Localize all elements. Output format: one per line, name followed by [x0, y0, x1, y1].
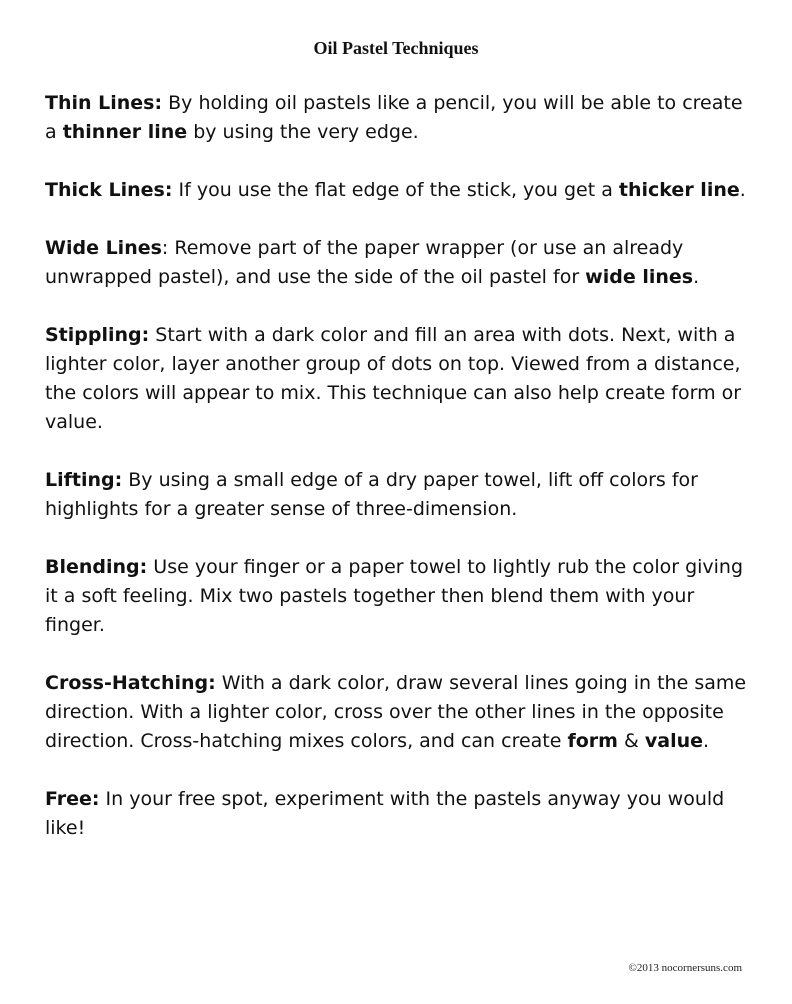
thick-lines-term: Thick Lines: — [45, 179, 173, 201]
cross-hatching-text-2: & — [617, 730, 645, 752]
wide-lines-text-1: : Remove part of the paper wrapper (or use an already unwrapped pastel), and use the side of the oil pastel for — [45, 237, 684, 288]
thick-lines-paragraph — [45, 176, 755, 205]
wide-lines-emphasis: wide lines — [585, 266, 694, 288]
lifting-term: Lifting: — [45, 469, 123, 491]
thick-lines-text-2: . — [739, 179, 746, 201]
stippling-paragraph — [45, 321, 755, 437]
free-term: Free: — [45, 788, 100, 810]
free-text: In your free spot, experiment with the pastels anyway you would like! — [45, 788, 725, 839]
cross-hatching-text-1: With a dark color, draw several lines going in the same direction. With a lighter color, cross over the other lines in the opposite direction. Cross-hatching mixes colors, and can create — [45, 672, 747, 752]
free-paragraph — [45, 785, 755, 843]
blending-term: Blending: — [45, 556, 148, 578]
thick-lines-emphasis: thicker line — [618, 179, 740, 201]
cross-hatching-emphasis-value: value — [644, 730, 704, 752]
thin-lines-paragraph — [45, 89, 755, 147]
wide-lines-text-2: . — [693, 266, 700, 288]
blending-paragraph — [45, 553, 755, 640]
lifting-paragraph — [45, 466, 755, 524]
cross-hatching-term: Cross-Hatching: — [45, 672, 216, 694]
wide-lines-term: Wide Lines — [45, 237, 162, 259]
stippling-term: Stippling: — [45, 324, 150, 346]
thin-lines-term: Thin Lines: — [45, 92, 163, 114]
cross-hatching-emphasis-form: form — [567, 730, 618, 752]
thick-lines-text-1: If you use the flat edge of the stick, you get a — [172, 179, 619, 201]
stippling-text: Start with a dark color and fill an area with dots. Next, with a lighter color, layer another group of dots on top. Viewed from a distance, the colors will appear to mix. This technique can also help create form or value. — [45, 324, 742, 433]
page-title: Oil Pastel Techniques — [313, 38, 479, 58]
thin-lines-text-1: By holding oil pastels like a pencil, you will be able to create a — [45, 92, 743, 143]
thin-lines-text-2: by using the very edge. — [187, 121, 419, 143]
cross-hatching-paragraph — [45, 669, 755, 756]
lifting-text: By using a small edge of a dry paper towel, lift off colors for highlights for a greater sense of three-dimension. — [45, 469, 698, 520]
copyright-footer: ©2013 nocornersuns.com — [628, 962, 742, 974]
wide-lines-paragraph — [45, 234, 755, 292]
blending-text: Use your finger or a paper towel to lightly rub the color giving it a soft feeling. Mix two pastels together then blend them with your finger. — [45, 556, 744, 636]
cross-hatching-text-3: . — [703, 730, 710, 752]
technique-list — [45, 89, 755, 872]
thin-lines-emphasis: thinner line — [62, 121, 188, 143]
